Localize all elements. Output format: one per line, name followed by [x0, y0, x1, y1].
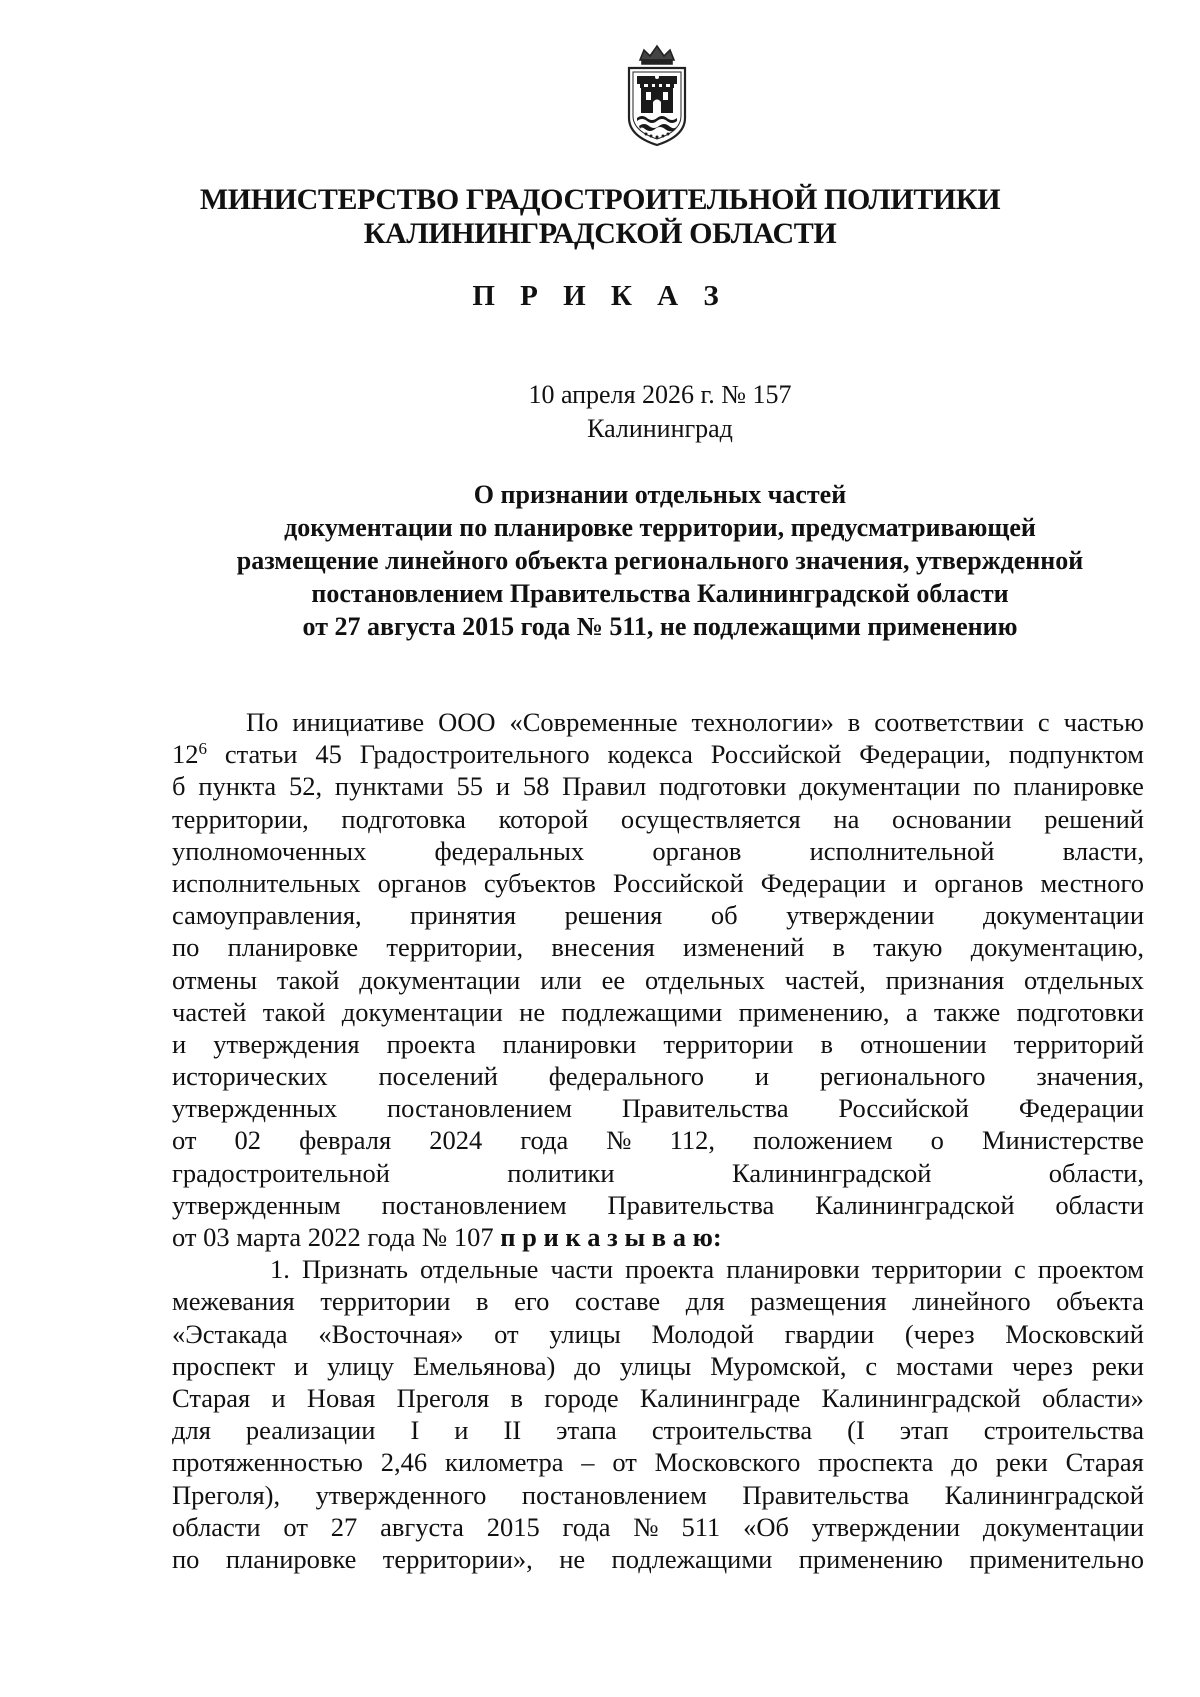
city: Калининград: [587, 414, 733, 443]
document-body: [172, 706, 1144, 1575]
word: кодекса: [607, 739, 693, 770]
word: планировке: [1013, 771, 1144, 802]
word: «Эстакада: [172, 1318, 288, 1349]
word: положением: [753, 1125, 893, 1156]
word: документации: [359, 964, 521, 995]
word: постановлением: [381, 1189, 567, 1220]
word: федерального: [548, 1061, 705, 1092]
word: (I: [847, 1415, 865, 1446]
body-line: [172, 1446, 1144, 1478]
body-line: [172, 1060, 1144, 1092]
word: пункта: [198, 771, 277, 802]
word: строительства: [651, 1415, 813, 1446]
word: с: [1014, 1254, 1026, 1285]
word: (через: [904, 1318, 975, 1349]
word: августа: [380, 1511, 464, 1542]
word: Признать: [301, 1254, 408, 1285]
word: Муромской,: [710, 1350, 847, 1381]
order-word: п р и к а з ы в а ю: [500, 1222, 713, 1252]
word: частей,: [784, 964, 866, 995]
word: в: [820, 1028, 834, 1059]
word: от: [172, 1125, 197, 1156]
word: в: [476, 1286, 489, 1317]
word: об: [710, 900, 738, 931]
word: «Восточная»: [318, 1318, 464, 1349]
word: которой: [498, 803, 589, 834]
word: Калининградской: [815, 1189, 1015, 1220]
body-line: [172, 1157, 1144, 1189]
word: области: [1055, 1189, 1144, 1220]
body-line: [172, 1382, 1144, 1414]
word: не: [559, 1543, 586, 1574]
body-line: [172, 835, 1144, 867]
word: утвержденного: [315, 1479, 487, 1510]
word: 52,: [288, 771, 323, 802]
word: межевания: [172, 1286, 295, 1317]
body-line: [172, 770, 1144, 802]
word: области,: [1048, 1157, 1144, 1188]
body-line: [172, 899, 1144, 931]
body-line: [172, 1350, 1144, 1382]
word: его: [514, 1286, 550, 1317]
word: утверждении: [786, 900, 935, 931]
word: или: [540, 964, 582, 995]
word: проекта: [625, 1254, 715, 1285]
body-line: [172, 738, 1144, 770]
word: б: [172, 771, 186, 802]
word: Калининградской: [944, 1479, 1144, 1510]
word: отношении: [860, 1028, 987, 1059]
word: Федерации: [760, 867, 886, 898]
word: По: [246, 707, 279, 737]
document-title: [0, 478, 1200, 643]
word: местного: [1040, 867, 1144, 898]
body-line: [172, 1479, 1144, 1511]
word: 2024: [429, 1125, 483, 1156]
word: федеральных: [434, 835, 585, 866]
word: о: [930, 1125, 944, 1156]
word: утверждении: [811, 1511, 961, 1542]
body-line: [172, 931, 1144, 963]
word: километра: [444, 1447, 564, 1478]
word: 02: [234, 1125, 262, 1156]
article-part-superscript: 6: [198, 739, 207, 759]
word: области: [172, 1511, 261, 1542]
word: на: [833, 803, 860, 834]
word: территории: [320, 1286, 451, 1317]
word: такой: [276, 964, 340, 995]
word: планировки: [726, 1254, 860, 1285]
word: Российской: [838, 1093, 969, 1124]
word: власти,: [1062, 835, 1144, 866]
title-line: О признании отдельных частей: [473, 480, 847, 509]
word: постановлением: [521, 1479, 707, 1510]
word: и: [271, 1382, 286, 1413]
word: утверждения: [213, 1028, 360, 1059]
word: Калининградской: [821, 1382, 1021, 1413]
word: отдельных: [644, 964, 765, 995]
word: пунктами: [334, 771, 444, 802]
word: февраля: [299, 1125, 392, 1156]
word: документации: [799, 771, 961, 802]
word: области»: [1042, 1382, 1144, 1413]
order-colon: :: [712, 1222, 722, 1252]
word: Российской: [613, 867, 744, 898]
word: улицы: [549, 1318, 621, 1349]
body-line: [172, 1221, 1144, 1253]
word: планировке: [225, 1543, 357, 1574]
word: II: [503, 1415, 522, 1446]
body-line: [172, 964, 1144, 996]
word: решений: [1044, 803, 1144, 834]
word: органов: [934, 867, 1024, 898]
word: по: [172, 1543, 200, 1574]
word: документации: [341, 996, 503, 1027]
word: до: [951, 1447, 978, 1478]
word: применению: [798, 1543, 943, 1574]
word: реки: [1091, 1350, 1144, 1381]
word: через: [1012, 1350, 1073, 1381]
word: Российской: [710, 739, 842, 770]
word: –: [581, 1447, 595, 1478]
word: строительства: [983, 1415, 1144, 1446]
title-line: размещение линейного объекта регионального значения, утвержденной: [236, 546, 1084, 575]
word: подлежащими: [561, 996, 723, 1027]
word: исторических: [172, 1061, 328, 1092]
word: по: [973, 771, 1001, 802]
body-line: [172, 1543, 1144, 1575]
word: отдельных: [1023, 964, 1144, 995]
body-line: [172, 1092, 1144, 1124]
word: от: [283, 1511, 308, 1542]
body-line: [172, 867, 1144, 899]
word: до: [574, 1350, 601, 1381]
word: с: [1037, 707, 1050, 737]
word: Молодой: [651, 1318, 754, 1349]
word: органов: [652, 835, 742, 866]
word: Старая: [172, 1382, 251, 1413]
word: Преголя: [396, 1382, 490, 1413]
word: Градостроительного: [359, 739, 590, 770]
word: документации: [982, 1511, 1144, 1542]
word: осуществляется: [620, 803, 801, 834]
word: мостами: [896, 1350, 994, 1381]
word: этап: [899, 1415, 949, 1446]
word: по: [172, 932, 200, 963]
body-line: [172, 1189, 1144, 1221]
body-line: [172, 996, 1144, 1028]
word: Московского: [654, 1447, 801, 1478]
word: линейного: [912, 1286, 1031, 1317]
word: гвардии: [784, 1318, 875, 1349]
word: документацию,: [970, 932, 1144, 963]
word: подготовка: [341, 803, 466, 834]
word: частей: [172, 996, 247, 1027]
word: 2015: [486, 1511, 540, 1542]
word: 27: [330, 1511, 358, 1542]
word: органов: [377, 867, 467, 898]
ministry-name: [0, 183, 1200, 251]
word: года: [520, 1125, 569, 1156]
word: частью: [1063, 707, 1144, 737]
word: технологии»: [691, 707, 834, 737]
article-part-number: 12: [172, 739, 199, 770]
word: Правительства: [607, 1189, 775, 1220]
word: «Современные: [509, 707, 678, 737]
coat-of-arms-icon: [620, 44, 694, 149]
word: решения: [564, 900, 663, 931]
word: самоуправления,: [172, 900, 362, 931]
word: объекта: [1056, 1286, 1144, 1317]
word: проспекта: [818, 1447, 934, 1478]
word: Новая: [306, 1382, 376, 1413]
word: городе: [544, 1382, 619, 1413]
word: реализации: [245, 1415, 376, 1446]
word: соответствии: [874, 707, 1024, 737]
word: 112,: [669, 1125, 716, 1156]
word: территории,: [386, 932, 524, 963]
word: исполнительных: [172, 867, 361, 898]
word: и: [495, 771, 511, 802]
word: подготовки: [659, 771, 787, 802]
word: значения,: [1036, 1061, 1144, 1092]
word: уполномоченных: [172, 835, 367, 866]
word: и: [172, 1028, 187, 1059]
body-line: [172, 1318, 1144, 1350]
title-line: постановлением Правительства Калининградской области: [311, 579, 1009, 608]
word: поселений: [378, 1061, 498, 1092]
body-line: [172, 1511, 1144, 1543]
word: и: [754, 1061, 770, 1092]
word: Московский: [1005, 1318, 1144, 1349]
word: №: [606, 1125, 632, 1156]
word: улицы: [619, 1350, 692, 1381]
word: №: [633, 1511, 659, 1542]
body-line: [172, 1414, 1144, 1446]
paragraph-preamble: [172, 706, 1144, 1253]
word: такой: [262, 996, 326, 1027]
word: этапа: [556, 1415, 617, 1446]
word: 55: [456, 771, 483, 802]
word: принятия: [410, 900, 517, 931]
word: отмены: [172, 964, 257, 995]
word: от: [612, 1447, 637, 1478]
word: ее: [601, 964, 626, 995]
word: территории,: [172, 803, 309, 834]
word: также: [933, 996, 1001, 1027]
body-line: [172, 803, 1144, 835]
word: Федерации,: [859, 739, 992, 770]
document-meta: [0, 378, 1200, 446]
word: Калининградской: [732, 1157, 932, 1188]
word: утвержденных: [172, 1093, 338, 1124]
word: 1.: [270, 1254, 290, 1285]
word: планировки: [502, 1028, 637, 1059]
word: применению,: [738, 996, 890, 1027]
word: градостроительной: [172, 1157, 390, 1188]
word: подлежащими: [611, 1543, 773, 1574]
word: и: [903, 867, 918, 898]
word: в: [847, 707, 861, 737]
word: Правил: [562, 771, 647, 802]
word: основании: [892, 803, 1012, 834]
word: для: [172, 1415, 211, 1446]
word: в: [510, 1382, 523, 1413]
word: от: [494, 1318, 519, 1349]
word: политики: [507, 1157, 615, 1188]
word: в: [832, 932, 846, 963]
word: части: [550, 1254, 614, 1285]
word: территории»,: [382, 1543, 533, 1574]
word: субъектов: [483, 867, 596, 898]
word: регионального: [819, 1061, 986, 1092]
word: планировке: [227, 932, 359, 963]
word: Федерации: [1018, 1093, 1144, 1124]
word: проекта: [386, 1028, 476, 1059]
word: ООО: [438, 707, 496, 737]
word: 511: [681, 1511, 721, 1542]
word: I: [410, 1415, 420, 1446]
word: постановлением: [387, 1093, 572, 1124]
word: и: [454, 1415, 469, 1446]
word: Преголя),: [172, 1479, 281, 1510]
word: подпунктом: [1008, 739, 1144, 770]
word: для: [685, 1286, 725, 1317]
word: территорий: [1013, 1028, 1144, 1059]
word: составе: [574, 1286, 661, 1317]
word: с: [865, 1350, 878, 1381]
word: года: [562, 1511, 611, 1542]
paragraph-item-1: [172, 1253, 1144, 1575]
word: проспект: [172, 1350, 276, 1381]
word: реки: [995, 1447, 1048, 1478]
word: инициативе: [292, 707, 425, 737]
word: Старая: [1065, 1447, 1144, 1478]
word: признания: [885, 964, 1005, 995]
document-type: П Р И К А З: [472, 280, 728, 312]
word: протяженностью: [172, 1447, 363, 1478]
word: территории: [663, 1028, 794, 1059]
word: 58: [522, 771, 550, 802]
word: Калининграде: [639, 1382, 801, 1413]
word: Министерстве: [981, 1125, 1144, 1156]
word: документации: [982, 900, 1144, 931]
word: такую: [873, 932, 943, 963]
body-line-text: от 03 марта 2022 года № 107: [172, 1222, 494, 1252]
word: а: [905, 996, 918, 1027]
word: отдельные: [419, 1254, 539, 1285]
word: территории: [871, 1254, 1002, 1285]
word: подготовки: [1016, 996, 1144, 1027]
word: размещения: [750, 1286, 887, 1317]
word: применительно: [969, 1543, 1144, 1574]
word: не: [519, 996, 546, 1027]
date-number: 10 апреля 2026 г. № 157: [528, 380, 792, 409]
ministry-name-line1: МИНИСТЕРСТВО ГРАДОСТРОИТЕЛЬНОЙ ПОЛИТИКИ: [199, 183, 1001, 216]
word: Правительства: [742, 1479, 910, 1510]
word: исполнительной: [809, 835, 995, 866]
title-line: документации по планировке территории, предусматривающей: [284, 513, 1036, 542]
word: Емельянова): [412, 1350, 556, 1381]
body-line: [172, 1028, 1144, 1060]
word: улицу: [327, 1350, 395, 1381]
word: Правительства: [621, 1093, 789, 1124]
word: изменений: [683, 932, 805, 963]
word: проектом: [1037, 1254, 1144, 1285]
body-line: [172, 1253, 1144, 1285]
word: 2,46: [380, 1447, 428, 1478]
word: внесения: [551, 932, 655, 963]
body-line: [172, 1285, 1144, 1317]
ministry-name-line2: КАЛИНИНГРАДСКОЙ ОБЛАСТИ: [363, 217, 837, 250]
word: и: [294, 1350, 309, 1381]
title-line: от 27 августа 2015 года № 511, не подлежащими применению: [302, 612, 1018, 641]
body-line: [172, 706, 1144, 738]
word: утвержденным: [172, 1189, 341, 1220]
word: 45: [315, 739, 342, 770]
word: статьи: [224, 739, 298, 770]
word: «Об: [743, 1511, 789, 1542]
body-line: [172, 1124, 1144, 1156]
